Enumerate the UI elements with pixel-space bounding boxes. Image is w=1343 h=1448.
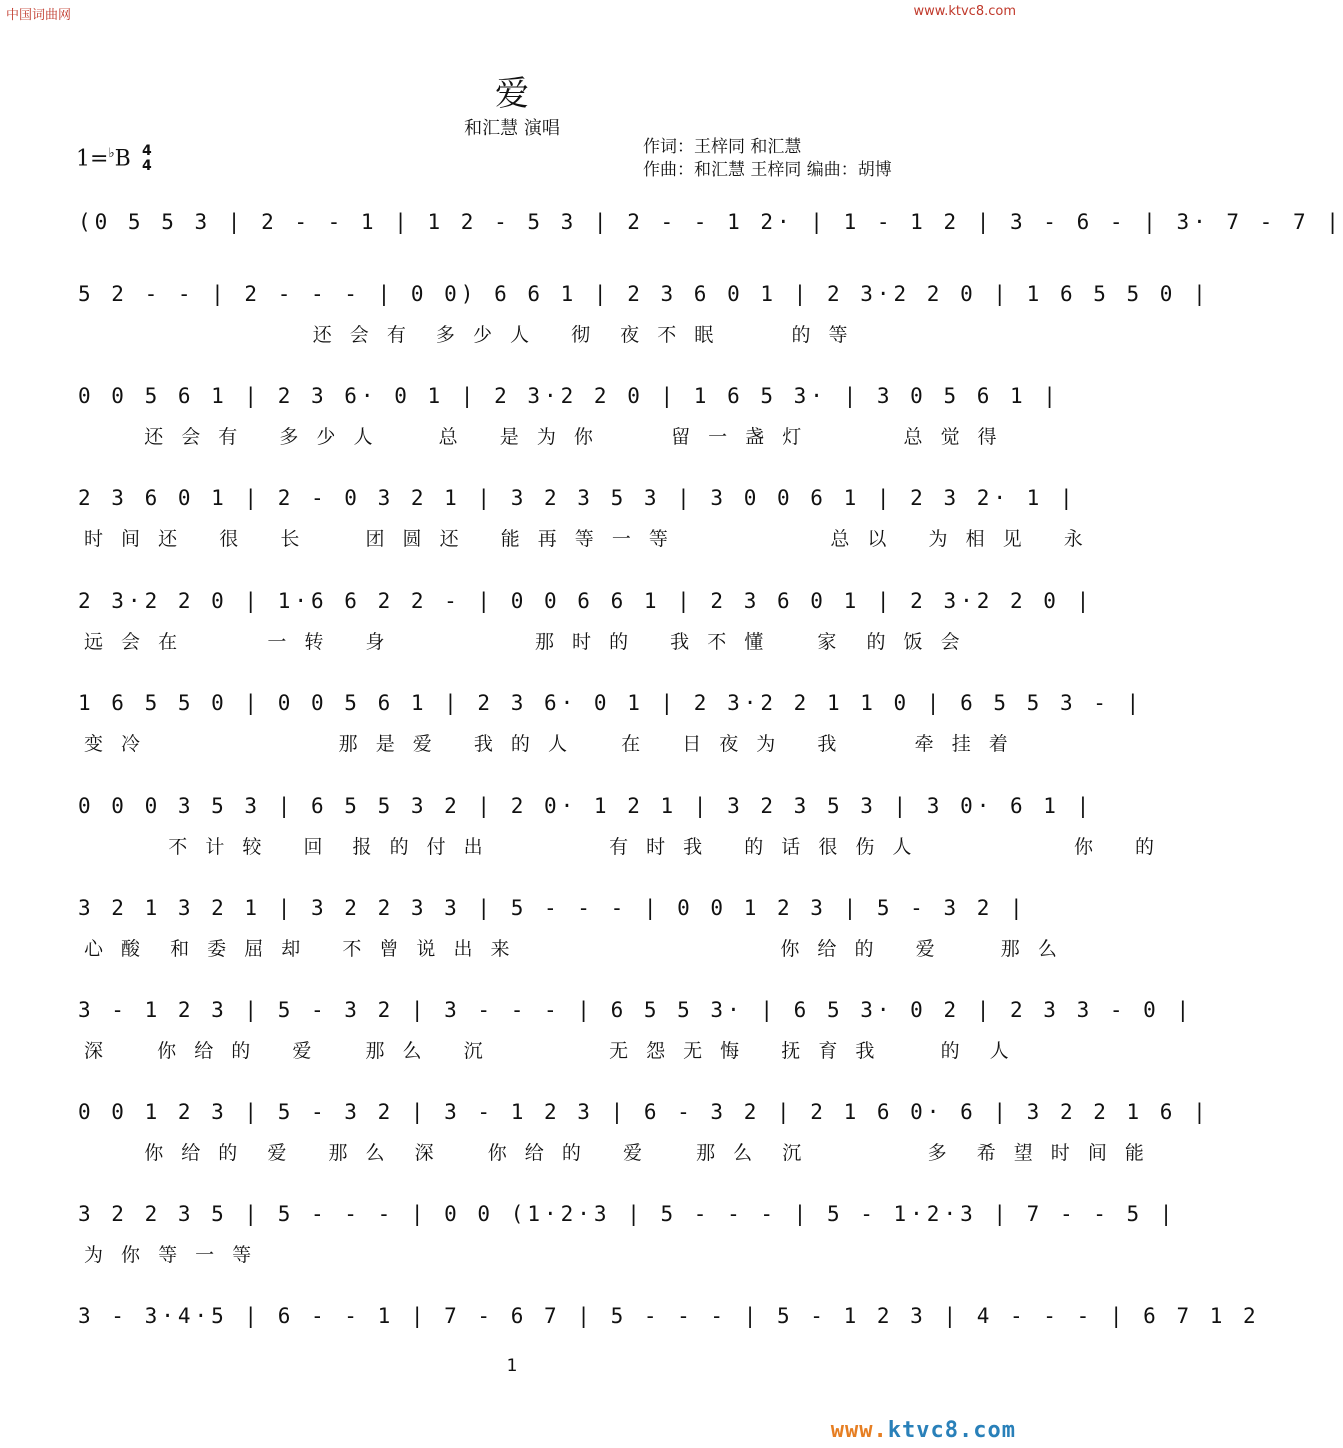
flat-icon: ♭ xyxy=(108,146,115,161)
lyric-line: 还 会 有 多 少 人 总 是 为 你 留 一 盏 灯 总 觉 得 xyxy=(84,426,1003,448)
lyric-line: 不 计 较 回 报 的 付 出 有 时 我 的 话 很 伤 人 你 的 xyxy=(84,836,1161,858)
notation-line: 3 2 2 3 5 | 5 - - - | 0 0 (1·2·3 | 5 - - - | 5 - 1·2·3 | 7 - - 5 | xyxy=(78,1202,1177,1226)
composer: 作曲：和汇慧 王梓同 编曲：胡博 xyxy=(643,160,892,180)
lyric-line: 心 酸 和 委 屈 却 不 曾 说 出 来 你 给 的 爱 那 么 xyxy=(84,938,1063,960)
song-title: 爱 xyxy=(495,74,529,114)
watermark-right: www.ktvc8.com xyxy=(913,4,1016,19)
key-note: B xyxy=(114,146,131,172)
time-signature xyxy=(142,144,152,174)
notation-line: 0 0 5 6 1 | 2 3 6· 0 1 | 2 3·2 2 0 | 1 6 5 3· | 3 0 5 6 1 | xyxy=(78,384,1060,408)
lyric-line: 为 你 等 一 等 xyxy=(84,1244,258,1266)
lyric-line: 远 会 在 一 转 身 那 时 的 我 不 懂 家 的 饭 会 xyxy=(84,631,966,653)
lyricist: 作词：王梓同 和汇慧 xyxy=(643,137,802,157)
notation-line: 3 - 1 2 3 | 5 - 3 2 | 3 - - - | 6 5 5 3· | 6 5 3· 0 2 | 2 3 3 - 0 | xyxy=(78,998,1194,1022)
notation-line: 1 6 5 5 0 | 0 0 5 6 1 | 2 3 6· 0 1 | 2 3·2 2 1 1 0 | 6 5 5 3 - | xyxy=(78,691,1144,715)
notation-line: 3 - 3·4·5 | 6 - - 1 | 7 - 6 7 | 5 - - - | 5 - 1 2 3 | 4 - - - | 6 7 1 2 xyxy=(78,1304,1260,1328)
notation-line: 2 3·2 2 0 | 1·6 6 2 2 - | 0 0 6 6 1 | 2 3 6 0 1 | 2 3·2 2 0 | xyxy=(78,589,1094,613)
site-logo-part2: ktvc8.com xyxy=(887,1418,1016,1443)
notation-line: 2 3 6 0 1 | 2 - 0 3 2 1 | 3 2 3 5 3 | 3 0 0 6 1 | 2 3 2· 1 | xyxy=(78,486,1077,510)
lyric-line: 还 会 有 多 少 人 彻 夜 不 眠 的 等 xyxy=(84,324,854,346)
watermark-left: 中国词曲网 xyxy=(6,8,72,23)
key-prefix: 1= xyxy=(76,146,109,172)
site-logo xyxy=(831,1418,1016,1443)
key-signature xyxy=(76,146,131,171)
meter-top: 4 xyxy=(142,143,152,159)
notation-line: 0 0 0 3 5 3 | 6 5 5 3 2 | 2 0· 1 2 1 | 3 2 3 5 3 | 3 0· 6 1 | xyxy=(78,794,1094,818)
notation-line: 5 2 - - | 2 - - - | 0 0) 6 6 1 | 2 3 6 0 1 | 2 3·2 2 0 | 1 6 5 5 0 | xyxy=(78,282,1210,306)
lyric-line: 深 你 给 的 爱 那 么 沉 无 怨 无 悔 抚 育 我 的 人 xyxy=(84,1040,1015,1062)
notation-line: (0 5 5 3 | 2 - - 1 | 1 2 - 5 3 | 2 - - 1 2· | 1 - 1 2 | 3 - 6 - | 3· 7 - 7 | xyxy=(78,210,1343,234)
notation-line: 0 0 1 2 3 | 5 - 3 2 | 3 - 1 2 3 | 6 - 3 2 | 2 1 6 0· 6 | 3 2 2 1 6 | xyxy=(78,1100,1210,1124)
page-number: 1 xyxy=(506,1356,518,1376)
notation-line: 3 2 1 3 2 1 | 3 2 2 3 3 | 5 - - - | 0 0 1 2 3 | 5 - 3 2 | xyxy=(78,896,1027,920)
performer: 和汇慧 演唱 xyxy=(464,118,560,139)
credits xyxy=(643,136,892,182)
meter-bottom: 4 xyxy=(142,158,152,174)
lyric-line: 你 给 的 爱 那 么 深 你 给 的 爱 那 么 沉 多 希 望 时 间 能 xyxy=(84,1142,1150,1164)
site-logo-part1: www. xyxy=(830,1418,888,1443)
lyric-line: 时 间 还 很 长 团 圆 还 能 再 等 一 等 总 以 为 相 见 永 xyxy=(84,528,1089,550)
lyric-line: 变 冷 那 是 爱 我 的 人 在 日 夜 为 我 牵 挂 着 xyxy=(84,733,1014,755)
